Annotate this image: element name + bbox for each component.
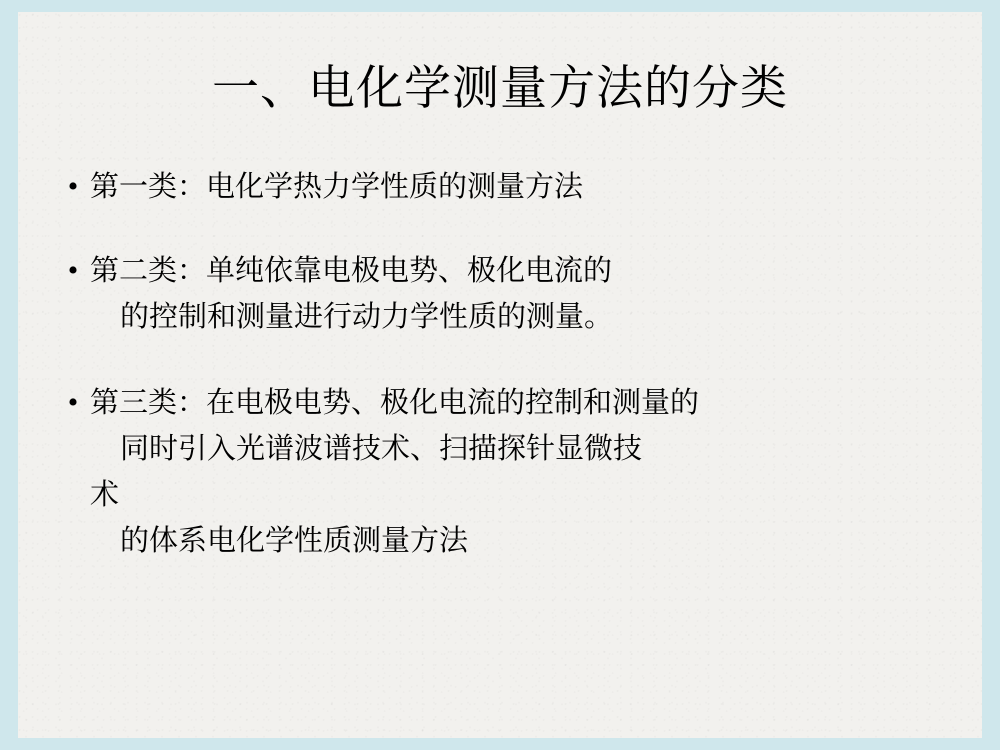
list-item-line: 第三类：在电极电势、极化电流的控制和测量的 xyxy=(90,387,700,419)
list-item-body xyxy=(90,380,956,564)
list-item xyxy=(56,380,956,564)
list-item-line: 的控制和测量进行动力学性质的测量。 xyxy=(120,301,614,333)
bullet-list xyxy=(56,164,956,590)
list-item xyxy=(56,248,956,340)
bullet-point-icon: • xyxy=(67,170,79,203)
list-item xyxy=(56,164,956,210)
slide-canvas xyxy=(18,12,982,738)
list-item-line: 术 xyxy=(90,479,120,511)
list-item-body xyxy=(90,164,956,210)
bullet-point-icon: • xyxy=(67,386,79,419)
slide-title: 一、电化学测量方法的分类 xyxy=(212,63,788,115)
list-item-line: 同时引入光谱波谱技术、扫描探针显微技 xyxy=(120,433,643,465)
list-item-body xyxy=(90,248,956,340)
bullet-point-icon: • xyxy=(67,254,79,287)
list-item-line: 第二类：单纯依靠电极电势、极化电流的 xyxy=(90,255,613,287)
list-item-line: 的体系电化学性质测量方法 xyxy=(120,525,469,557)
list-item-line: 第一类：电化学热力学性质的测量方法 xyxy=(90,171,584,203)
